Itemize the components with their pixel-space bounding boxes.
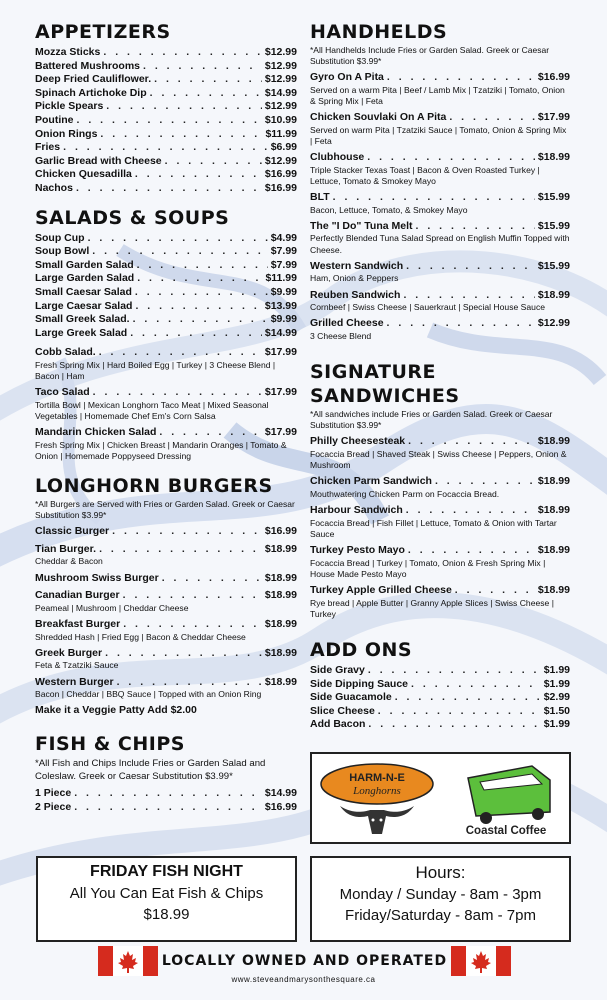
item-price: $18.99 [537, 475, 570, 488]
item-name: Harbour Sandwich [310, 503, 403, 516]
logo-left-line1: HARM-N-E [349, 772, 405, 784]
leader-dots [333, 191, 535, 205]
item-price: $1.99 [543, 718, 570, 731]
logos-box [310, 752, 571, 844]
menu-item [310, 220, 570, 256]
leader-dots [368, 664, 541, 678]
item-name: Side Dipping Sauce [310, 677, 409, 690]
item-name: BLT [310, 191, 330, 203]
item-name: Pickle Spears [35, 100, 104, 113]
leader-dots [106, 100, 262, 114]
leader-dots [88, 232, 268, 246]
item-price: $1.99 [543, 677, 570, 690]
menu-item [35, 182, 297, 196]
leader-dots [162, 572, 262, 586]
menu-item [35, 100, 297, 114]
item-price: $7.99 [270, 245, 297, 258]
item-price: $18.99 [537, 288, 570, 301]
item-price: $18.99 [264, 675, 297, 688]
item-description: Triple Stacker Texas Toast | Bacon & Oven Roasted Turkey | Lettuce, Tomato & Smokey Mayo [310, 164, 540, 186]
handhelds-note: *All Handhelds Include Fries or Garden Salad. Greek or Caesar Substitution $3.99* [310, 45, 550, 66]
friday-title: FRIDAY FISH NIGHT [90, 863, 243, 880]
item-description: Focaccia Bread | Fish Fillet | Lettuce, Tomato & Onion with Tartar Sauce [310, 517, 557, 539]
leader-dots [130, 327, 262, 341]
menu-item [35, 73, 297, 87]
item-name: Spinach Artichoke Dip [35, 86, 147, 99]
item-price: $12.99 [264, 73, 297, 86]
item-price: $18.99 [264, 618, 297, 631]
menu-item [35, 572, 297, 586]
leader-dots [406, 504, 535, 518]
item-price: $11.99 [265, 272, 297, 285]
leader-dots [74, 787, 262, 801]
menu-item [35, 300, 297, 314]
leader-dots [395, 691, 541, 705]
leader-dots [378, 705, 541, 719]
menu-item [310, 544, 570, 580]
leader-dots [135, 300, 261, 314]
item-price: $16.99 [264, 800, 297, 813]
leader-dots [367, 151, 535, 165]
menu-item [35, 386, 297, 422]
leader-dots [99, 543, 262, 557]
item-price: $11.99 [265, 127, 297, 140]
item-price: $14.99 [264, 326, 297, 339]
appetizers-heading: APPETIZERS [35, 21, 171, 43]
item-name: The "I Do" Tuna Melt [310, 219, 413, 232]
menu-item [35, 618, 297, 643]
item-name: Taco Salad [35, 386, 90, 399]
leader-dots [103, 46, 262, 60]
menu-item [35, 272, 297, 286]
canada-flag-icon [98, 946, 158, 976]
menu-item [35, 60, 297, 74]
item-price: $6.99 [270, 141, 297, 154]
item-description: Peameal | Mushroom | Cheddar Cheese [35, 602, 189, 613]
canada-flag-icon [451, 946, 511, 976]
item-price: $18.99 [264, 589, 297, 602]
item-price: $15.99 [537, 191, 570, 203]
item-name: Large Caesar Salad [35, 299, 133, 312]
item-price: $18.99 [264, 542, 297, 555]
menu-item [310, 504, 570, 540]
leader-dots [159, 426, 262, 440]
menu-item [35, 543, 297, 568]
menu-item [35, 647, 297, 672]
menu-item [35, 801, 297, 815]
item-name: Add Bacon [310, 718, 366, 731]
leader-dots [368, 718, 540, 732]
item-name: Soup Bowl [35, 245, 90, 258]
menu-item [35, 426, 297, 462]
item-name: Gyro On A Pita [310, 71, 384, 83]
item-name: Canadian Burger [35, 589, 120, 602]
item-name: Onion Rings [35, 127, 98, 140]
leader-dots [455, 584, 535, 598]
menu-item [35, 787, 297, 801]
menu-item [310, 317, 570, 342]
item-price: $14.99 [264, 86, 297, 99]
burgers-note: *All Burgers are Served with Fries or Garden Salad. Greek or Caesar Substitution $3.99* [35, 499, 295, 521]
menu-item [35, 128, 297, 142]
menu-item [310, 111, 570, 147]
friday-line: All You Can Eat Fish & Chips [69, 885, 264, 902]
item-name: Small Garden Salad [35, 258, 134, 271]
item-price: $12.99 [264, 59, 297, 72]
friday-fish-night-box [36, 856, 297, 942]
item-description: Tortilla Bowl | Mexican Longhorn Taco Meat | Mixed Seasonal Vegetables | Homemade Chef Em's Corn Salsa [35, 399, 269, 422]
menu-item [310, 435, 570, 471]
item-name: Mandarin Chicken Salad [35, 426, 157, 439]
item-name: Large Garden Salad [35, 272, 135, 285]
menu-item [35, 259, 297, 273]
signature-note: *All sandwiches include Fries or Garden Salad. Greek or Caesar Substitution $3.99* [310, 409, 553, 431]
item-name: Deep Fried Cauliflower. [35, 73, 152, 86]
menu-item [35, 589, 297, 614]
item-name: Reuben Sandwich [310, 288, 401, 301]
menu-item [35, 525, 297, 539]
coastal-coffee-logo [446, 760, 566, 840]
item-price: $9.99 [270, 313, 297, 326]
item-name: Mozza Sticks [35, 46, 101, 58]
item-price: $14.99 [264, 787, 297, 800]
salads-heading: SALADS & SOUPS [35, 206, 230, 229]
item-description: Bacon | Cheddar | BBQ Sauce | Topped with an Onion Ring [35, 689, 262, 700]
item-name: Mushroom Swiss Burger [35, 571, 159, 584]
menu-item [35, 346, 297, 382]
item-name: Turkey Pesto Mayo [310, 543, 405, 556]
item-name: Slice Cheese [310, 704, 375, 717]
footer-banner [98, 946, 511, 976]
menu-item [310, 584, 570, 620]
harm-n-e-longhorns-logo [318, 760, 436, 840]
item-description: Fresh Spring Mix | Chicken Breast | Mandarin Oranges | Tomato & Onion | Homemade Poppyseed Dressing [35, 439, 287, 462]
leader-dots [100, 128, 262, 142]
leader-dots [135, 168, 262, 182]
menu-item [35, 168, 297, 182]
leader-dots [105, 647, 262, 661]
item-description: Ham, Onion & Peppers [310, 273, 399, 284]
item-price: $18.99 [537, 151, 570, 163]
hours-title: Hours: [415, 863, 466, 882]
menu-item [310, 475, 570, 500]
item-description: Focaccia Bread | Turkey | Tomato, Onion & Fresh Spring Mix | House Made Pesto Mayo [310, 557, 546, 579]
leader-dots [154, 73, 262, 87]
item-description: Focaccia Bread | Shaved Steak | Swiss Cheese | Peppers, Onion & Mushroom [310, 448, 567, 470]
leader-dots [403, 289, 534, 303]
leader-dots [411, 678, 541, 692]
item-description: Perfectly Blended Tuna Salad Spread on English Muffin Topped with Cheese. [310, 233, 570, 255]
item-name: Philly Cheesesteak [310, 435, 406, 448]
leader-dots [165, 155, 262, 169]
item-price: $17.99 [264, 346, 297, 359]
item-price: $1.99 [543, 663, 570, 676]
item-name: Soup Cup [35, 231, 85, 244]
item-price: $15.99 [537, 219, 570, 232]
leader-dots [387, 317, 535, 331]
leader-dots [406, 260, 535, 274]
item-price: $7.99 [270, 258, 297, 271]
menu-item [35, 87, 297, 101]
menu-item [35, 232, 297, 246]
item-name: Classic Burger [35, 525, 110, 538]
signature-heading: SIGNATURE SANDWICHES [310, 361, 460, 408]
leader-dots [150, 87, 262, 101]
addons-heading: ADD ONS [310, 638, 413, 661]
item-name: Grilled Cheese [310, 317, 384, 330]
menu-item [310, 71, 570, 107]
item-price: $18.99 [537, 543, 570, 556]
item-name: Small Caesar Salad [35, 285, 132, 298]
menu-item [310, 191, 570, 216]
item-name: Poutine [35, 113, 74, 126]
item-name: 2 Piece [35, 800, 72, 813]
salads-list [35, 232, 297, 341]
menu-item [310, 691, 570, 705]
item-price: $16.99 [264, 181, 297, 194]
item-price: $9.99 [270, 285, 297, 298]
burgers-heading: LONGHORN BURGERS [35, 475, 273, 498]
leader-dots [387, 71, 535, 85]
menu-item [310, 718, 570, 732]
leader-dots [137, 259, 268, 273]
leader-dots [137, 272, 262, 286]
fish-note: *All Fish and Chips Include Fries or Garden Salad and Coleslaw. Greek or Caesar Substitution $3.99* [35, 758, 266, 783]
logo-left-line2: Longhorns [353, 785, 401, 797]
left-column [35, 20, 297, 814]
item-price: $16.99 [537, 71, 570, 83]
menu-item [35, 313, 297, 327]
item-name: Western Sandwich [310, 259, 404, 272]
leader-dots [408, 544, 535, 558]
item-description: Mouthwatering Chicken Parm on Focaccia Bread. [310, 488, 500, 499]
item-name: Cobb Salad. [35, 346, 96, 359]
item-name: Small Greek Salad. [35, 313, 130, 326]
item-description: Fresh Spring Mix | Hard Boiled Egg | Turkey | 3 Cheese Blend | Bacon | Ham [35, 359, 276, 382]
menu-item [35, 155, 297, 169]
leader-dots [143, 60, 262, 74]
website-url[interactable]: www.steveandmarysonthesquare.ca [231, 975, 376, 984]
leader-dots [416, 220, 535, 234]
item-name: Garlic Bread with Cheese [35, 154, 162, 167]
menu-item [310, 678, 570, 692]
item-price: $18.99 [264, 646, 297, 659]
item-name: Chicken Souvlaki On A Pita [310, 111, 447, 123]
menu-item [35, 327, 297, 341]
item-name: Battered Mushrooms [35, 59, 141, 72]
hours-line2: Friday/Saturday - 8am - 7pm [345, 907, 536, 924]
item-price: $12.99 [264, 154, 297, 167]
item-price: $18.99 [537, 503, 570, 516]
item-name: Large Greek Salad [35, 326, 128, 339]
item-price: $12.99 [264, 46, 297, 58]
item-name: Turkey Apple Grilled Cheese [310, 583, 452, 596]
item-name: Side Gravy [310, 663, 365, 676]
hours-box [310, 856, 571, 942]
appetizers-list [35, 46, 297, 196]
leader-dots [123, 589, 262, 603]
item-name: Tian Burger. [35, 542, 97, 555]
item-description: Cheddar & Bacon [35, 556, 103, 567]
fish-heading: FISH & CHIPS [35, 733, 185, 756]
menu-item [35, 114, 297, 128]
item-price: $16.99 [264, 525, 297, 538]
logo-right-text: Coastal Coffee [465, 825, 547, 837]
leader-dots [63, 141, 268, 155]
leader-dots [435, 475, 535, 489]
item-description: Shredded Hash | Fried Egg | Bacon & Cheddar Cheese [35, 631, 246, 642]
veggie-note: Make it a Veggie Patty Add $2.00 [35, 704, 197, 717]
leader-dots [76, 182, 262, 196]
item-description: 3 Cheese Blend [310, 330, 372, 341]
item-description: Feta & Tzatziki Sauce [35, 660, 119, 671]
item-price: $18.99 [264, 571, 297, 584]
leader-dots [77, 114, 262, 128]
leader-dots [133, 313, 268, 327]
menu-item [310, 664, 570, 678]
menu-item [310, 151, 570, 187]
item-description: Cornbeef | Swiss Cheese | Sauerkraut | Special House Sauce [310, 302, 546, 313]
menu-item [35, 141, 297, 155]
item-price: $17.99 [537, 111, 570, 123]
leader-dots [449, 111, 535, 125]
menu-item [310, 289, 570, 314]
item-price: $12.99 [537, 317, 570, 330]
item-price: $16.99 [264, 168, 297, 181]
leader-dots [74, 801, 262, 815]
item-name: Fries [35, 141, 61, 154]
item-name: Breakfast Burger [35, 618, 121, 631]
menu-item [35, 245, 297, 259]
menu-item [35, 46, 297, 60]
leader-dots [112, 525, 262, 539]
item-description: Bacon, Lettuce, Tomato, & Smokey Mayo [310, 204, 468, 215]
item-price: $18.99 [537, 583, 570, 596]
footer-text: LOCALLY OWNED AND OPERATED [161, 953, 448, 969]
leader-dots [135, 286, 268, 300]
hours-line1: Monday / Sunday - 8am - 3pm [339, 886, 542, 903]
menu-item [310, 260, 570, 285]
item-description: Rye bread | Apple Butter | Granny Apple Slices | Swiss Cheese | Turkey [310, 597, 554, 619]
leader-dots [408, 435, 535, 449]
item-price: $4.99 [270, 231, 297, 244]
leader-dots [117, 676, 262, 690]
item-name: Western Burger [35, 675, 114, 688]
item-name: 1 Piece [35, 787, 72, 800]
menu-item [310, 705, 570, 719]
friday-price: $18.99 [143, 906, 190, 923]
item-price: $17.99 [264, 426, 297, 439]
addons-list [310, 664, 570, 732]
item-name: Chicken Quesadilla [35, 168, 132, 181]
leader-dots [99, 346, 262, 360]
leader-dots [123, 618, 262, 632]
item-price: $13.99 [264, 299, 297, 312]
item-price: $18.99 [537, 435, 570, 448]
item-price: $10.99 [264, 113, 297, 126]
item-price: $2.99 [543, 691, 570, 704]
menu-item [35, 286, 297, 300]
item-name: Chicken Parm Sandwich [310, 475, 432, 488]
item-description: Served on warm Pita | Tzatziki Sauce | Tomato, Onion & Spring Mix | Feta [310, 124, 567, 146]
item-name: Clubhouse [310, 151, 365, 163]
item-price: $15.99 [537, 259, 570, 272]
handhelds-heading: HANDHELDS [310, 21, 448, 43]
item-name: Nachos [35, 181, 73, 194]
right-column [310, 20, 570, 732]
item-price: $17.99 [264, 386, 297, 399]
item-price: $1.50 [543, 704, 570, 717]
item-name: Side Guacamole [310, 691, 392, 704]
item-description: Served on a warm Pita | Beef / Lamb Mix | Tzatziki | Tomato, Onion & Spring Mix | Feta [310, 84, 565, 106]
item-name: Greek Burger [35, 646, 103, 659]
leader-dots [93, 386, 262, 400]
leader-dots [92, 245, 267, 259]
menu-item [35, 676, 297, 701]
item-price: $12.99 [264, 100, 297, 113]
